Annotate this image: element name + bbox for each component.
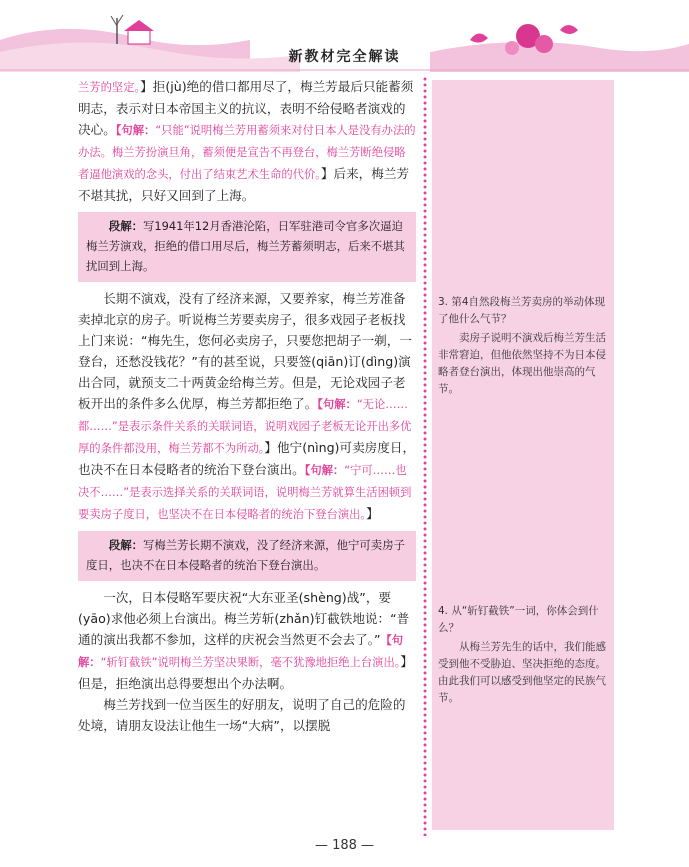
annotation-tail: 兰芳的坚定。 <box>78 81 141 94</box>
summary-label: 段解： <box>108 219 143 233</box>
paragraph-4: 梅兰芳找到一位当医生的好朋友，说明了自己的危险的处境，请朋友设法让他生一场“大病”，以摆脱 <box>78 697 406 733</box>
main-text-column <box>78 76 416 736</box>
house-icon <box>124 20 154 44</box>
question-text: 4. 从“斩钉截铁”一词，你体会到什么？ <box>438 605 599 634</box>
sentence-note-3: “宁可……也决不……”是表示选择关系的关联词语，说明梅兰芳就算生活困顿到要卖房子度日，也坚决不在日本侵略者的统治下登台演出。 <box>78 464 412 521</box>
answer-text: 卖房子说明不演戏后梅兰芳生活非常窘迫，但他依然坚持不为日本侵略者登台演出，体现出他崇高的气节。 <box>438 332 606 395</box>
sentence-note-4: “斩钉截铁”说明梅兰芳坚决果断，毫不犹豫地拒绝上台演出。 <box>100 656 401 669</box>
sentence-note-label: 【句解： <box>317 398 357 411</box>
answer-text: 从梅兰芳先生的话中，我们能感受到他不受胁迫、坚决拒绝的态度。由此我们可以感受到他坚定的民族气节。 <box>438 641 606 704</box>
paragraph-3-end: 】但是，拒绝演出总得要想出个办法啊。 <box>78 654 413 691</box>
sentence-note-1: “只能”说明梅兰芳用蓄须来对付日本人是没有办法的办法。梅兰芳扮演旦角，蓄须便是宣告不再登台，梅兰芳断绝侵略者逼他演戏的念头，付出了结束艺术生命的代价。 <box>78 124 416 181</box>
sentence-note-label: 【句解： <box>78 634 404 669</box>
sentence-note-label: 【句解： <box>304 464 345 477</box>
paragraph-2 <box>78 288 416 525</box>
paragraph-1-end: 】后来，梅兰芳不堪其扰，只好又回到了上海。 <box>78 166 410 203</box>
side-question-4 <box>438 603 614 707</box>
summary-text: 写1941年12月香港沦陷，日军驻港司令官多次逼迫梅兰芳演戏，拒绝的借口用尽后，梅兰芳蓄须明志，后来不堪其扰回到上海。 <box>86 219 405 273</box>
question-text: 3. 第4自然段梅兰芳卖房的举动体现了他什么气节？ <box>438 296 606 325</box>
paragraph-summary-box-1 <box>78 212 416 282</box>
summary-label: 段解： <box>108 538 143 552</box>
column-divider <box>423 76 427 836</box>
side-notes-panel <box>432 80 614 830</box>
paragraph-3-text: 一次，日本侵略军要庆祝“大东亚圣(shèng)战”，要(yāo)求他必须上台演出。梅兰芳斩(zhǎn)钉截铁地说：“普通的演出我都不参加，这样的庆祝会当然更不会去了。” <box>78 590 410 647</box>
paragraph-1 <box>78 76 416 206</box>
page-number: — 188 — <box>314 838 375 853</box>
paragraph-1-text: 】拒(jù)绝的借口都用尽了，梅兰芳最后只能蓄须明志，表示对日本帝国主义的抗议，表明不给侵略者演戏的决心。 <box>78 79 414 137</box>
sentence-note-label: 【句解： <box>115 124 156 137</box>
paragraph-2-text: 长期不演戏，没有了经济来源，又要养家，梅兰芳准备卖掉北京的房子。听说梅兰芳要卖房子，很多戏园子老板找上门来说：“梅先生，您何必卖房子，只要您把胡子一剃，一登台，还愁没钱花？”有的甚至说，只要签(qiān)订(dìng)演出合同，就预支二十两黄金给梅兰芳。但是，无论戏园子老板开出的条件多么优厚，梅兰芳都拒绝了。 <box>78 291 412 411</box>
sentence-note-2: “无论……都……”是表示条件关系的关联词语，说明戏园子老板无论开出多优厚的条件都没用，梅兰芳都不为所动。 <box>78 398 412 455</box>
paragraph-2-middle: 】他宁(nìng)可卖房度日，也决不在日本侵略者的统治下登台演出。 <box>78 440 416 477</box>
book-title: 新教材完全解读 <box>288 49 401 65</box>
paragraph-2-end: 】 <box>366 506 379 521</box>
paragraph-summary-box-2 <box>78 531 416 581</box>
side-question-3 <box>438 294 614 398</box>
summary-text: 写梅兰芳长期不演戏，没了经济来源，他宁可卖房子度日，也决不在日本侵略者的统治下登台演出。 <box>86 538 405 572</box>
page-header <box>0 0 689 72</box>
paragraph-3 <box>78 587 416 694</box>
